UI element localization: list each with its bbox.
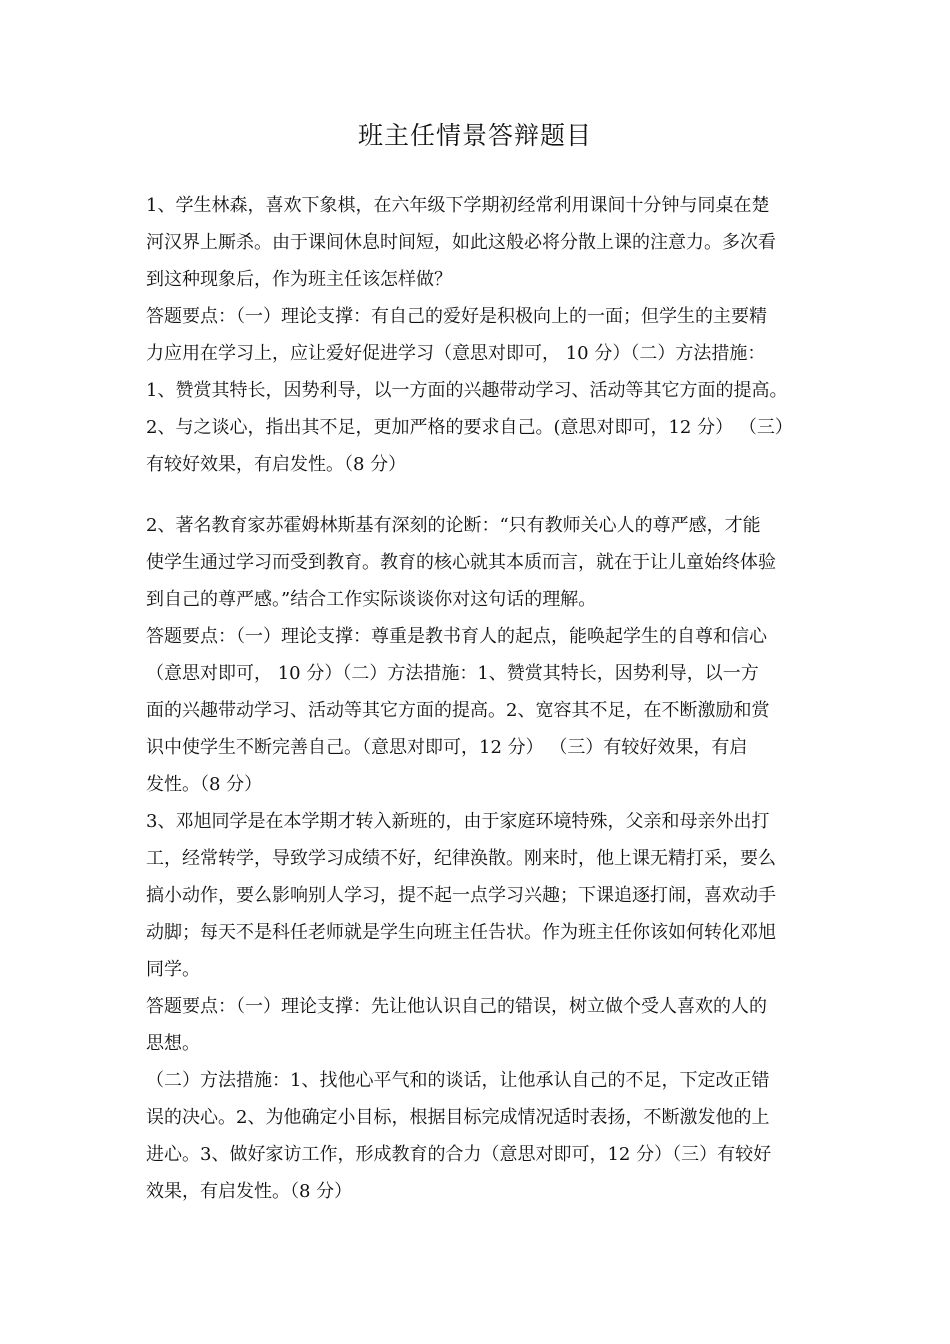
text-line: 到自己的尊严感。”结合工作实际谈谈你对这句话的理解。 — [146, 589, 597, 610]
text-line: 1、赞赏其特长，因势利导，以一方面的兴趣带动学习、活动等其它方面的提高。 — [146, 380, 788, 401]
text-line: 2、与之谈心，指出其不足，更加严格的要求自己。(意思对即可，12 分） （三） — [146, 417, 793, 438]
text-line: 效果，有启发性。（8 分） — [146, 1181, 353, 1202]
text-line: 答题要点：（一）理论支撑：先让他认识自己的错误，树立做个受人喜欢的人的 — [146, 996, 767, 1017]
text-line: 误的决心。2、为他确定小目标，根据目标完成情况适时表扬，不断激发他的上 — [146, 1107, 770, 1128]
text-line: 面的兴趣带动学习、活动等其它方面的提高。2、宽容其不足，在不断激励和赏 — [146, 700, 770, 721]
text-line: 2、著名教育家苏霍姆林斯基有深刻的论断：“只有教师关心人的尊严感，才能 — [146, 515, 761, 536]
text-line: 河汉界上厮杀。由于课间休息时间短，如此这般必将分散上课的注意力。多次看 — [146, 232, 776, 253]
text-line: 识中使学生不断完善自己。（意思对即可，12 分） （三）有较好效果，有启 — [146, 737, 748, 758]
text-line: 进心。3、做好家访工作，形成教育的合力（意思对即可，12 分）（三）有较好 — [146, 1144, 772, 1165]
text-line: 工，经常转学，导致学习成绩不好，纪律涣散。刚来时，他上课无精打采，要么 — [146, 848, 776, 869]
page-title: 班主任情景答辩题目 — [357, 121, 592, 150]
text-line: 动脚；每天不是科任老师就是学生向班主任告状。作为班主任你该如何转化邓旭 — [146, 922, 776, 943]
text-line: 力应用在学习上，应让爱好促进学习（意思对即可， 10 分）（二）方法措施： — [146, 343, 766, 364]
text-line: 到这种现象后，作为班主任该怎样做？ — [146, 269, 452, 290]
text-line: 同学。 — [146, 959, 200, 980]
text-line: （意思对即可， 10 分）（二）方法措施：1、赞赏其特长，因势利导，以一方 — [146, 663, 759, 684]
text-line: 答题要点：（一）理论支撑：尊重是教书育人的起点，能唤起学生的自尊和信心 — [146, 626, 767, 647]
text-line: 3、邓旭同学是在本学期才转入新班的，由于家庭环境特殊，父亲和母亲外出打 — [146, 811, 770, 832]
text-line: 答题要点：（一）理论支撑：有自己的爱好是积极向上的一面；但学生的主要精 — [146, 306, 767, 327]
text-line: 搞小动作，要么影响别人学习，提不起一点学习兴趣；下课追逐打闹，喜欢动手 — [146, 885, 776, 906]
text-line: 有较好效果，有启发性。（8 分） — [146, 454, 407, 475]
text-line: （二）方法措施：1、找他心平气和的谈话，让他承认自己的不足，下定改正错 — [146, 1070, 770, 1091]
text-line: 1、学生林森，喜欢下象棋，在六年级下学期初经常利用课间十分钟与同桌在楚 — [146, 195, 770, 216]
text-line: 发性。（8 分） — [146, 774, 263, 795]
text-line: 思想。 — [146, 1033, 200, 1054]
text-line: 使学生通过学习而受到教育。教育的核心就其本质而言，就在于让儿童始终体验 — [146, 552, 776, 573]
